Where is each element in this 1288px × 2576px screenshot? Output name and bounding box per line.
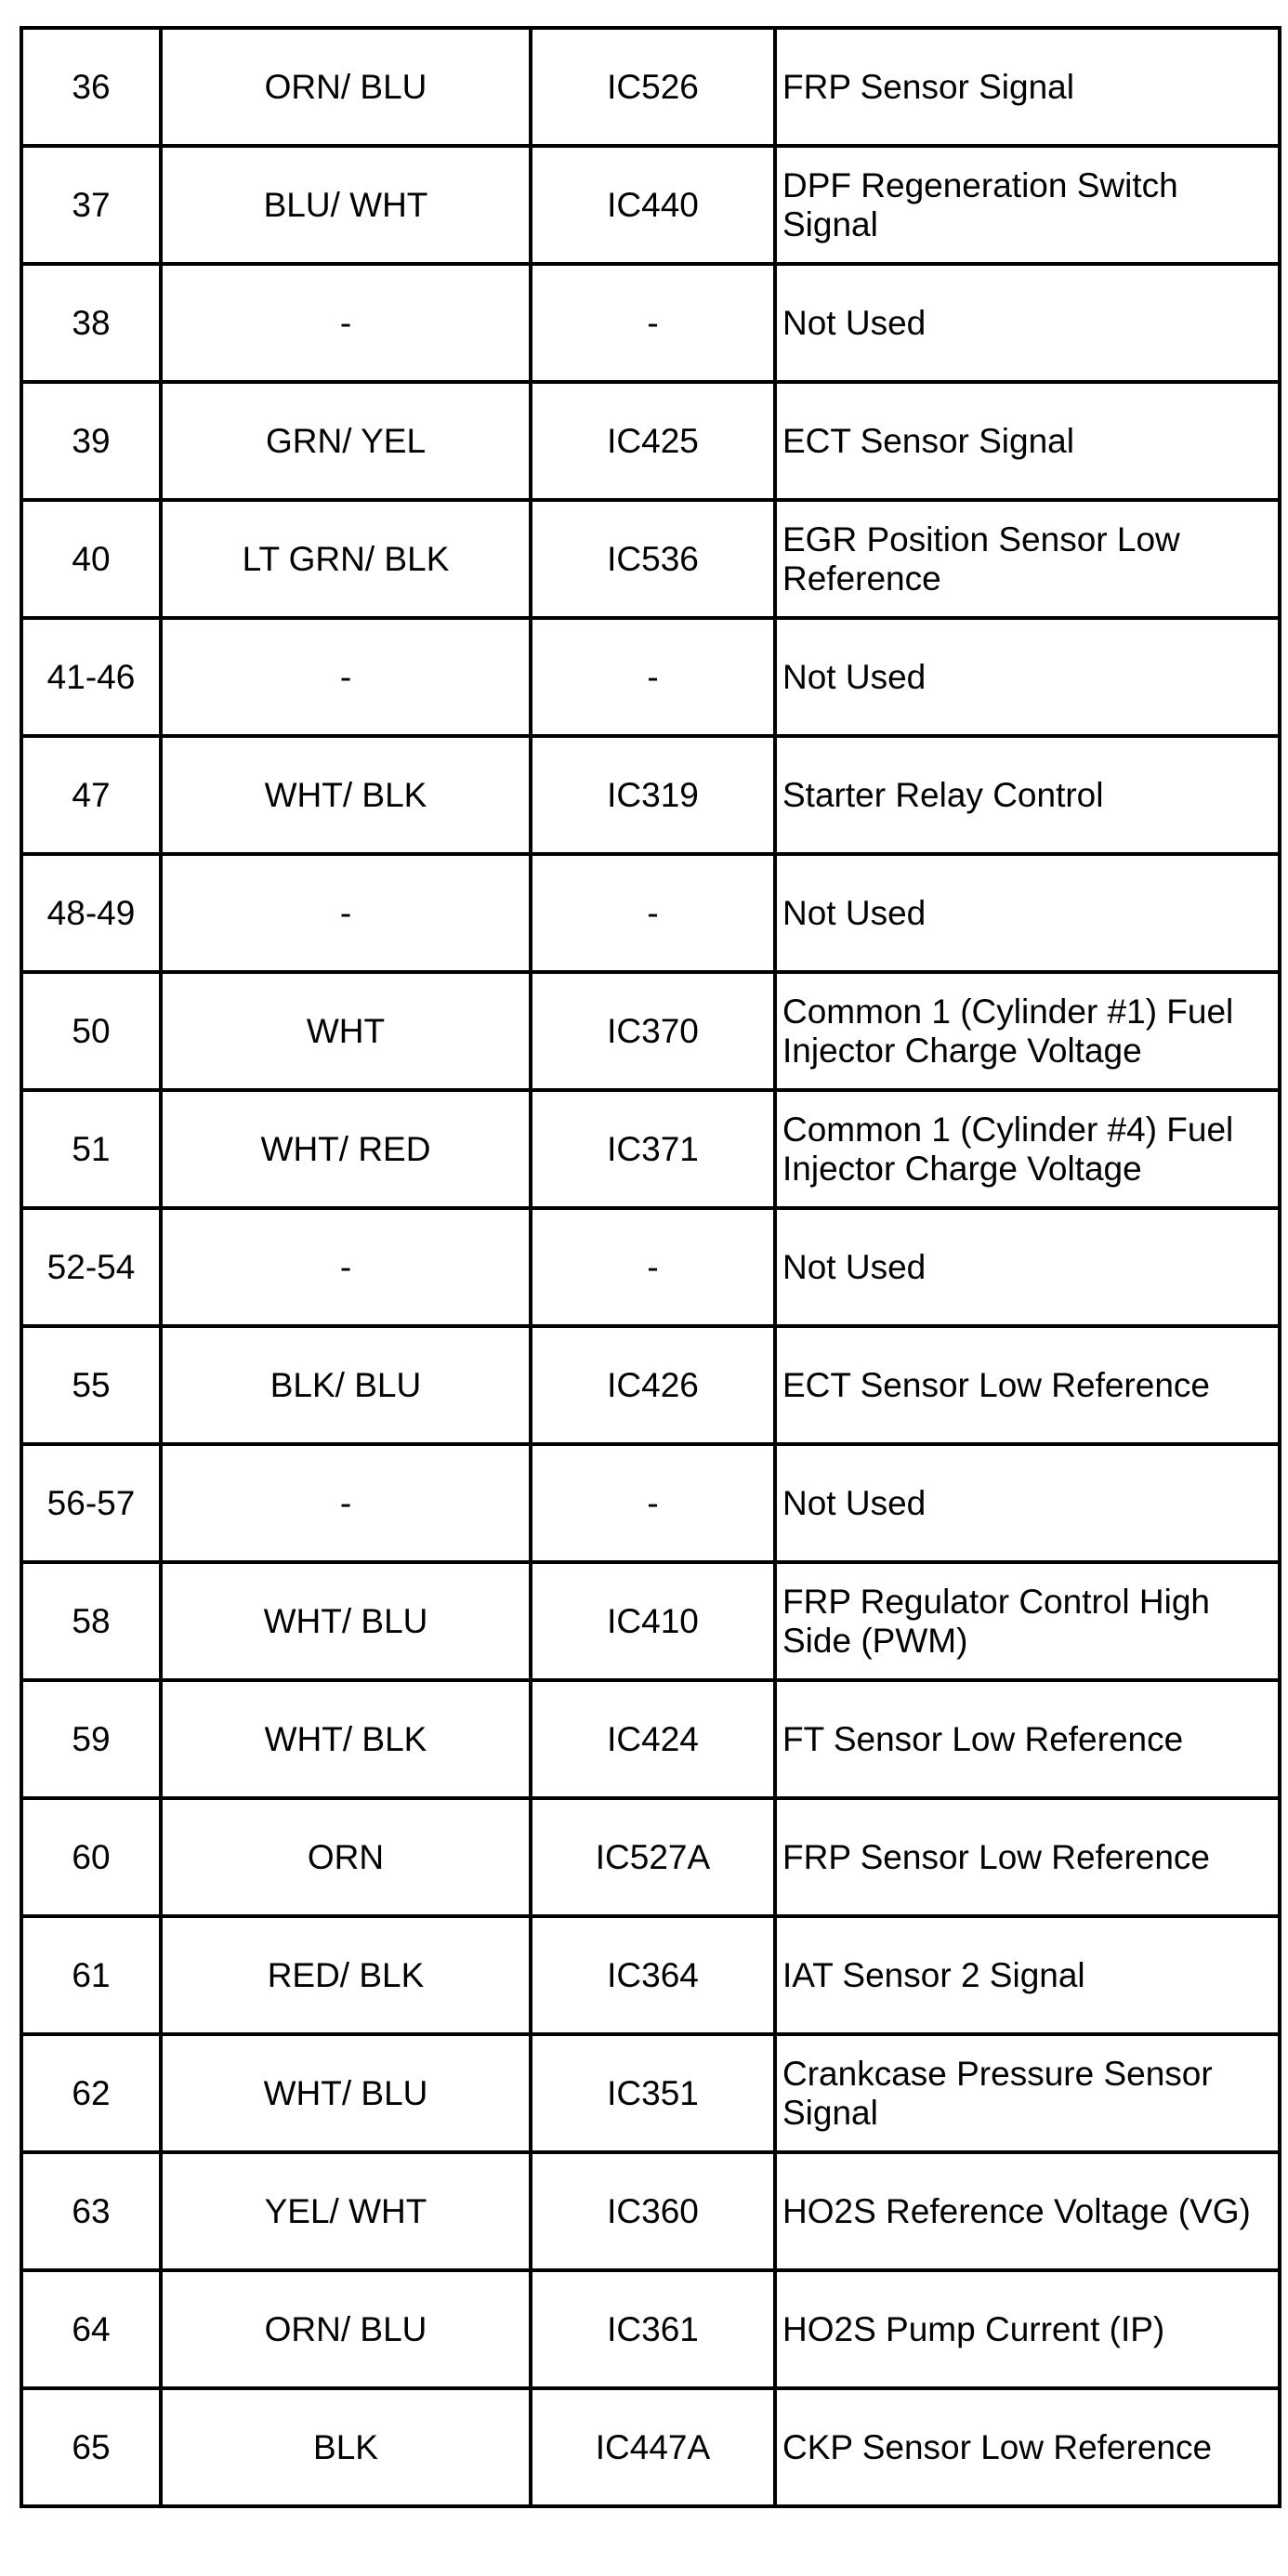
table-row xyxy=(21,2270,1280,2388)
pin-number-cell: 58 xyxy=(21,1562,161,1680)
function-cell: Not Used xyxy=(775,854,1280,972)
function-cell: FRP Sensor Low Reference xyxy=(775,1798,1280,1916)
circuit-number-cell: - xyxy=(531,854,775,972)
pinout-table-body xyxy=(21,28,1280,2506)
wire-color-cell: BLK/ BLU xyxy=(161,1326,531,1444)
pin-number-cell: 48-49 xyxy=(21,854,161,972)
wire-color-cell: - xyxy=(161,264,531,382)
circuit-number-cell: IC351 xyxy=(531,2034,775,2152)
pin-number-cell: 37 xyxy=(21,146,161,264)
circuit-number-cell: IC440 xyxy=(531,146,775,264)
function-cell: EGR Position Sensor Low Reference xyxy=(775,500,1280,618)
wire-color-cell: BLU/ WHT xyxy=(161,146,531,264)
function-cell: FT Sensor Low Reference xyxy=(775,1680,1280,1798)
pin-number-cell: 39 xyxy=(21,382,161,500)
pin-number-cell: 62 xyxy=(21,2034,161,2152)
wire-color-cell: - xyxy=(161,618,531,736)
table-row xyxy=(21,618,1280,736)
table-row xyxy=(21,2388,1280,2506)
table-row xyxy=(21,1562,1280,1680)
table-row xyxy=(21,2152,1280,2270)
table-row xyxy=(21,854,1280,972)
circuit-number-cell: IC526 xyxy=(531,28,775,146)
circuit-number-cell: IC364 xyxy=(531,1916,775,2034)
pin-number-cell: 60 xyxy=(21,1798,161,1916)
table-row xyxy=(21,1326,1280,1444)
circuit-number-cell: IC319 xyxy=(531,736,775,854)
pin-number-cell: 36 xyxy=(21,28,161,146)
wire-color-cell: ORN/ BLU xyxy=(161,28,531,146)
table-row xyxy=(21,146,1280,264)
table-row xyxy=(21,28,1280,146)
function-cell: Common 1 (Cylinder #1) Fuel Injector Charge Voltage xyxy=(775,972,1280,1090)
table-row xyxy=(21,264,1280,382)
circuit-number-cell: IC536 xyxy=(531,500,775,618)
pin-number-cell: 63 xyxy=(21,2152,161,2270)
function-cell: HO2S Pump Current (IP) xyxy=(775,2270,1280,2388)
function-cell: DPF Regeneration Switch Signal xyxy=(775,146,1280,264)
wire-color-cell: WHT/ BLU xyxy=(161,2034,531,2152)
circuit-number-cell: IC527A xyxy=(531,1798,775,1916)
function-cell: FRP Sensor Signal xyxy=(775,28,1280,146)
function-cell: ECT Sensor Low Reference xyxy=(775,1326,1280,1444)
function-cell: Not Used xyxy=(775,1444,1280,1562)
pin-number-cell: 50 xyxy=(21,972,161,1090)
function-cell: Not Used xyxy=(775,618,1280,736)
pin-number-cell: 38 xyxy=(21,264,161,382)
wire-color-cell: GRN/ YEL xyxy=(161,382,531,500)
table-row xyxy=(21,382,1280,500)
table-row xyxy=(21,1090,1280,1208)
table-row xyxy=(21,1916,1280,2034)
table-row xyxy=(21,736,1280,854)
wire-color-cell: WHT xyxy=(161,972,531,1090)
circuit-number-cell: - xyxy=(531,1208,775,1326)
table-row xyxy=(21,972,1280,1090)
function-cell: ECT Sensor Signal xyxy=(775,382,1280,500)
function-cell: FRP Regulator Control High Side (PWM) xyxy=(775,1562,1280,1680)
pin-number-cell: 64 xyxy=(21,2270,161,2388)
pin-number-cell: 56-57 xyxy=(21,1444,161,1562)
circuit-number-cell: IC371 xyxy=(531,1090,775,1208)
wire-color-cell: WHT/ BLK xyxy=(161,736,531,854)
wire-color-cell: YEL/ WHT xyxy=(161,2152,531,2270)
circuit-number-cell: IC424 xyxy=(531,1680,775,1798)
circuit-number-cell: IC447A xyxy=(531,2388,775,2506)
function-cell: CKP Sensor Low Reference xyxy=(775,2388,1280,2506)
table-row xyxy=(21,500,1280,618)
function-cell: IAT Sensor 2 Signal xyxy=(775,1916,1280,2034)
pin-number-cell: 55 xyxy=(21,1326,161,1444)
wire-color-cell: WHT/ RED xyxy=(161,1090,531,1208)
function-cell: Starter Relay Control xyxy=(775,736,1280,854)
wire-color-cell: - xyxy=(161,1444,531,1562)
pin-number-cell: 59 xyxy=(21,1680,161,1798)
circuit-number-cell: - xyxy=(531,618,775,736)
circuit-number-cell: - xyxy=(531,1444,775,1562)
wire-color-cell: ORN xyxy=(161,1798,531,1916)
wire-color-cell: RED/ BLK xyxy=(161,1916,531,2034)
table-row xyxy=(21,1798,1280,1916)
pin-number-cell: 61 xyxy=(21,1916,161,2034)
wire-color-cell: WHT/ BLK xyxy=(161,1680,531,1798)
wire-color-cell: ORN/ BLU xyxy=(161,2270,531,2388)
pin-number-cell: 65 xyxy=(21,2388,161,2506)
wire-color-cell: WHT/ BLU xyxy=(161,1562,531,1680)
pin-number-cell: 47 xyxy=(21,736,161,854)
pin-number-cell: 41-46 xyxy=(21,618,161,736)
table-row xyxy=(21,1680,1280,1798)
circuit-number-cell: IC361 xyxy=(531,2270,775,2388)
pin-number-cell: 40 xyxy=(21,500,161,618)
wire-color-cell: BLK xyxy=(161,2388,531,2506)
function-cell: Crankcase Pressure Sensor Signal xyxy=(775,2034,1280,2152)
function-cell: Not Used xyxy=(775,1208,1280,1326)
pin-number-cell: 51 xyxy=(21,1090,161,1208)
circuit-number-cell: IC410 xyxy=(531,1562,775,1680)
circuit-number-cell: - xyxy=(531,264,775,382)
function-cell: Common 1 (Cylinder #4) Fuel Injector Charge Voltage xyxy=(775,1090,1280,1208)
wire-color-cell: - xyxy=(161,854,531,972)
circuit-number-cell: IC426 xyxy=(531,1326,775,1444)
table-row xyxy=(21,2034,1280,2152)
circuit-number-cell: IC370 xyxy=(531,972,775,1090)
pinout-table xyxy=(20,26,1281,2508)
table-row xyxy=(21,1444,1280,1562)
pin-number-cell: 52-54 xyxy=(21,1208,161,1326)
circuit-number-cell: IC425 xyxy=(531,382,775,500)
circuit-number-cell: IC360 xyxy=(531,2152,775,2270)
table-row xyxy=(21,1208,1280,1326)
wire-color-cell: LT GRN/ BLK xyxy=(161,500,531,618)
function-cell: Not Used xyxy=(775,264,1280,382)
function-cell: HO2S Reference Voltage (VG) xyxy=(775,2152,1280,2270)
wire-color-cell: - xyxy=(161,1208,531,1326)
